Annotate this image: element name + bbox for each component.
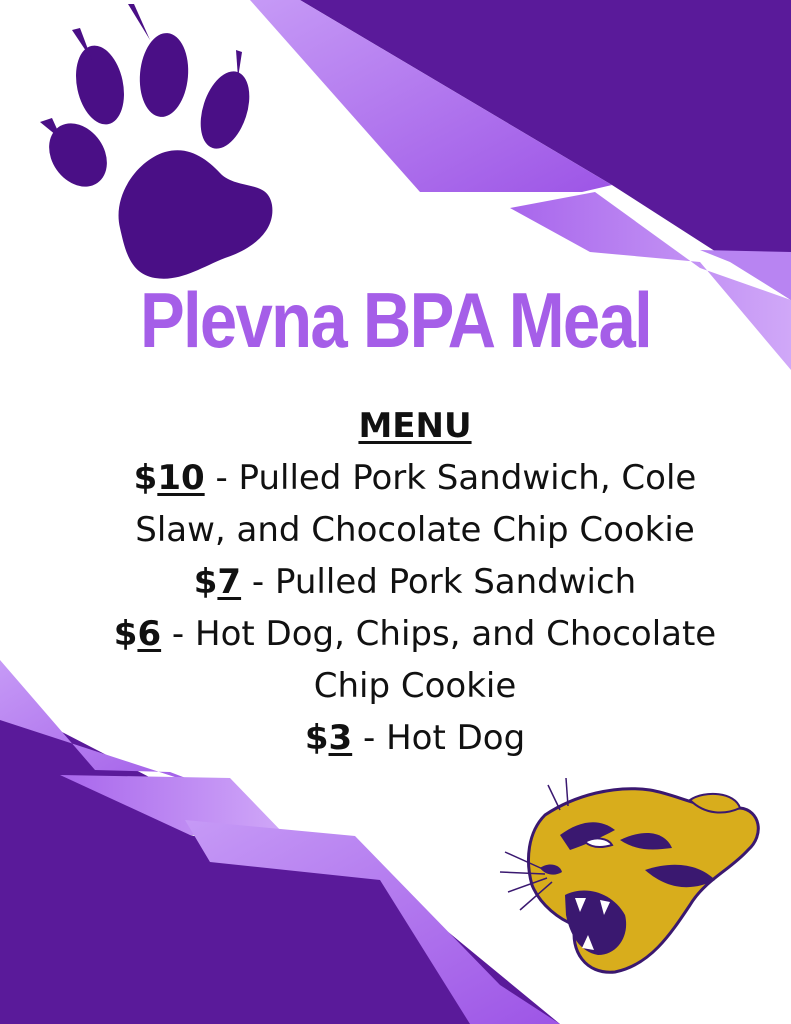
price bbox=[305, 718, 352, 758]
menu-item bbox=[95, 712, 735, 764]
menu-item-description: Hot Dog bbox=[386, 718, 526, 758]
price bbox=[194, 562, 241, 602]
price-separator: - bbox=[161, 614, 195, 654]
panther-mascot-icon bbox=[500, 778, 758, 972]
menu-item-description: Pulled Pork Sandwich, Cole Slaw, and Chocolate Chip Cookie bbox=[135, 458, 697, 550]
price-currency: $ bbox=[193, 562, 218, 602]
price-separator: - bbox=[241, 562, 275, 602]
paw-print-icon bbox=[37, 4, 272, 279]
price bbox=[114, 614, 161, 654]
menu-item bbox=[95, 556, 735, 608]
price-currency: $ bbox=[304, 718, 329, 758]
menu-item bbox=[95, 608, 735, 712]
menu-section bbox=[95, 400, 735, 764]
menu-item-description: Hot Dog, Chips, and Chocolate Chip Cookie bbox=[195, 614, 717, 706]
menu-item bbox=[95, 452, 735, 556]
price-separator: - bbox=[204, 458, 239, 498]
price-amount: 7 bbox=[217, 562, 242, 602]
price-amount: 10 bbox=[157, 458, 205, 498]
price-currency: $ bbox=[133, 458, 158, 498]
menu-heading: MENU bbox=[358, 406, 472, 446]
price bbox=[134, 458, 205, 498]
menu-item-description: Pulled Pork Sandwich bbox=[274, 562, 637, 602]
price-amount: 6 bbox=[137, 614, 162, 654]
flyer-title: Plevna BPA Meal bbox=[139, 276, 652, 364]
price-separator: - bbox=[352, 718, 387, 758]
price-currency: $ bbox=[113, 614, 138, 654]
price-amount: 3 bbox=[328, 718, 353, 758]
